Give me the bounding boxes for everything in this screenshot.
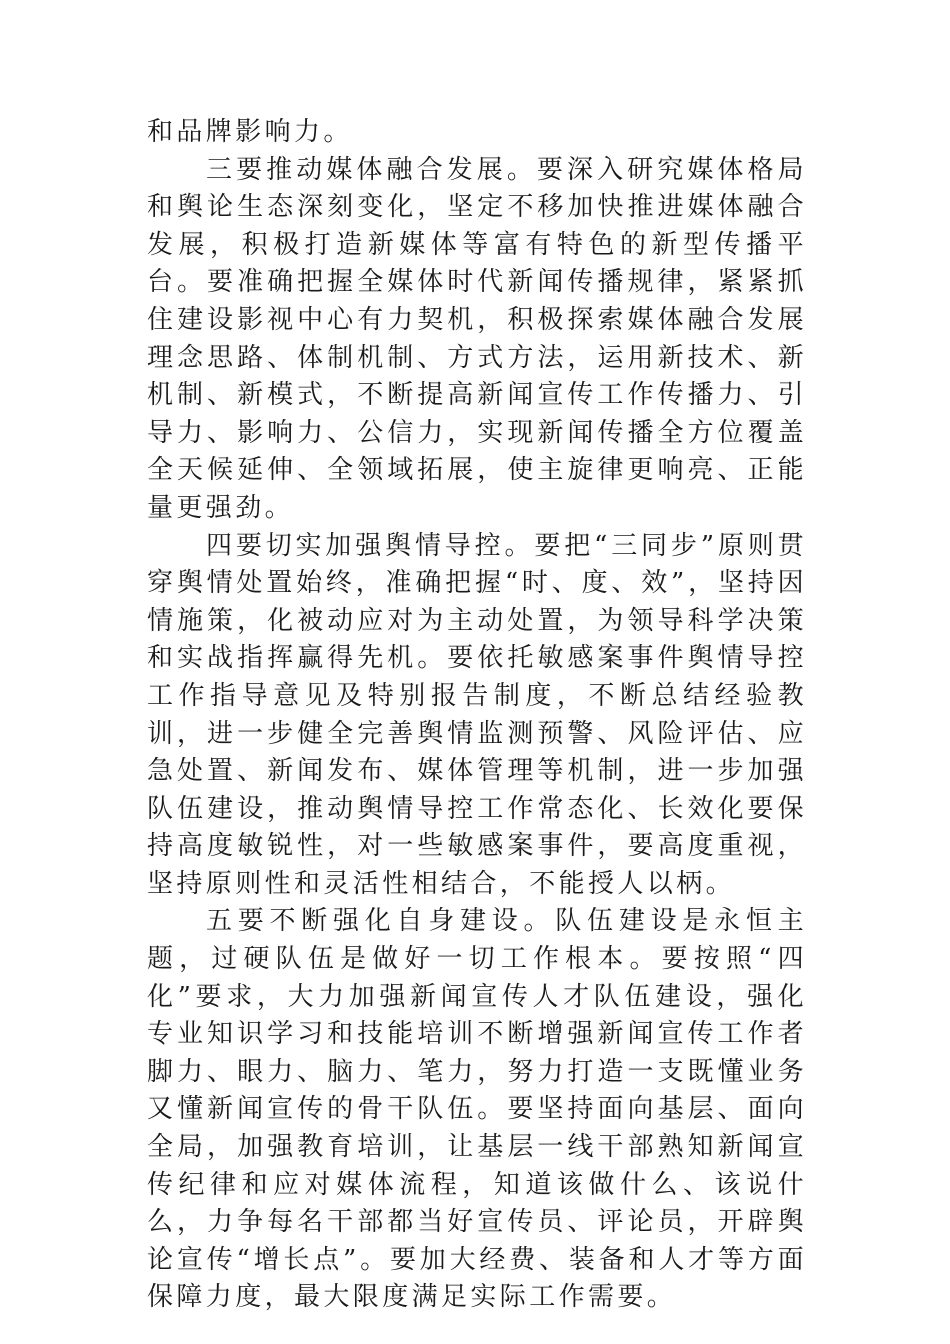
paragraph-media-integration: 三要推动媒体融合发展。要深入研究媒体格局和舆论生态深刻变化，坚定不移加快推进媒体融合发展，积极打造新媒体等富有特色的新型传播平台。要准确把握全媒体时代新闻传播规律，紧紧抓住建设影视中心有力契机，积极探索媒体融合发展理念思路、体制机制、方式方法，运用新技术、新机制、新模式，不断提高新闻宣传工作传播力、引导力、影响力、公信力，实现新闻传播全方位覆盖全天候延伸、全领域拓展，使主旋律更响亮、正能量更强劲。 xyxy=(147,154,807,523)
document-body xyxy=(147,114,807,1317)
paragraph-team-building: 五要不断强化自身建设。队伍建设是永恒主题，过硬队伍是做好一切工作根本。要按照“四化”要求，大力加强新闻宣传人才队伍建设，强化专业知识学习和技能培训不断增强新闻宣传工作者脚力、眼力、脑力、笔力，努力打造一支既懂业务又懂新闻宣传的骨干队伍。要坚持面向基层、面向全局，加强教育培训，让基层一线干部熟知新闻宣传纪律和应对媒体流程，知道该做什么、该说什么，力争每名干部都当好宣传员、评论员，开辟舆论宣传“增长点”。要加大经费、装备和人才等方面保障力度，最大限度满足实际工作需要。 xyxy=(147,906,807,1313)
paragraph-public-opinion-control: 四要切实加强舆情导控。要把“三同步”原则贯穿舆情处置始终，准确把握“时、度、效”，坚持因情施策，化被动应对为主动处置，为领导科学决策和实战指挥赢得先机。要依托敏感案事件舆情导控工作指导意见及特别报告制度，不断总结经验教训，进一步健全完善舆情监测预警、风险评估、应急处置、新闻发布、媒体管理等机制，进一步加强队伍建设，推动舆情导控工作常态化、长效化要保持高度敏锐性，对一些敏感案事件，要高度重视，坚持原则性和灵活性相结合，不能授人以柄。 xyxy=(147,530,807,899)
paragraph-continuation: 和品牌影响力。 xyxy=(147,117,353,147)
